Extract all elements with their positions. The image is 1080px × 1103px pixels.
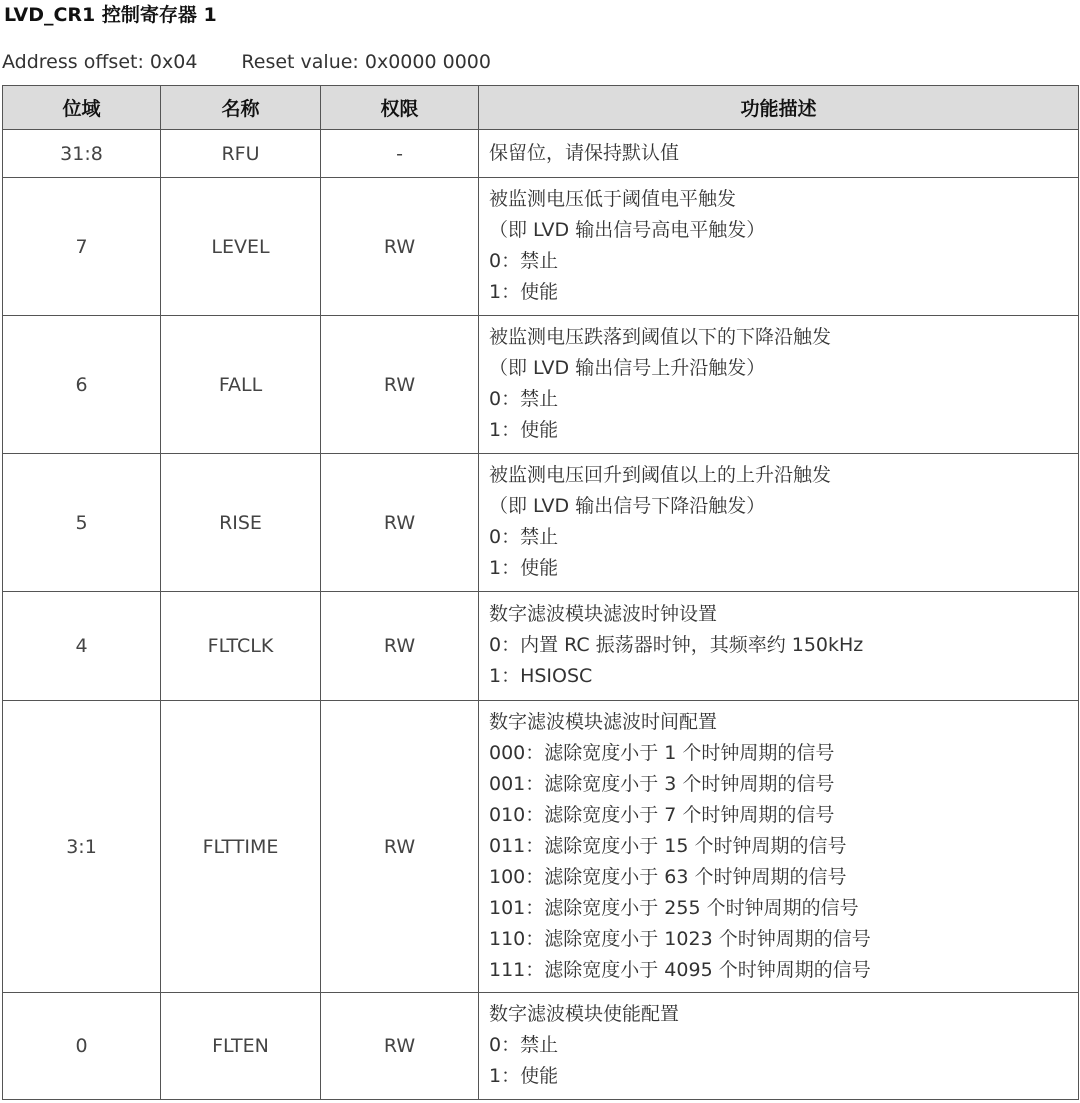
table-row <box>3 130 1079 178</box>
table-row <box>3 701 1079 993</box>
cell-name: LEVEL <box>161 178 321 316</box>
description-line: 111：滤除宽度小于 4095 个时钟周期的信号 <box>489 958 871 981</box>
table-row <box>3 316 1079 454</box>
cell-bits: 3:1 <box>3 701 161 993</box>
cell-name: FLTCLK <box>161 592 321 701</box>
description-line: 保留位，请保持默认值 <box>489 141 680 164</box>
reset-value: Reset value: 0x0000 0000 <box>241 51 491 73</box>
description-line: 110：滤除宽度小于 1023 个时钟周期的信号 <box>489 927 871 950</box>
description-line: （即 LVD 输出信号下降沿触发） <box>489 495 766 517</box>
table-row <box>3 454 1079 592</box>
description-line: 数字滤波模块滤波时间配置 <box>489 710 718 733</box>
cell-access: RW <box>321 454 479 592</box>
cell-access: RW <box>321 178 479 316</box>
description-line: 被监测电压低于阈值电平触发 <box>489 188 737 210</box>
table-row <box>3 993 1079 1100</box>
register-bit-table <box>2 85 1079 1100</box>
description-line: 0：禁止 <box>489 250 559 272</box>
header-description: 功能描述 <box>479 86 1079 130</box>
cell-bits: 5 <box>3 454 161 592</box>
description-line: 011：滤除宽度小于 15 个时钟周期的信号 <box>489 834 847 857</box>
cell-access: RW <box>321 592 479 701</box>
cell-bits: 6 <box>3 316 161 454</box>
description-line: 0：内置 RC 振荡器时钟，其频率约 150kHz <box>489 634 864 656</box>
cell-description <box>479 701 1079 993</box>
description-line: 1：使能 <box>489 1065 559 1087</box>
description-line: 1：使能 <box>489 419 559 441</box>
description-line: （即 LVD 输出信号上升沿触发） <box>489 357 766 379</box>
description-line: 0：禁止 <box>489 388 559 410</box>
description-line: 被监测电压回升到阈值以上的上升沿触发 <box>489 464 832 486</box>
description-line: 1：HSIOSC <box>489 665 593 687</box>
header-access: 权限 <box>321 86 479 130</box>
cell-bits: 4 <box>3 592 161 701</box>
description-line: 0：禁止 <box>489 1034 559 1056</box>
cell-name: FLTTIME <box>161 701 321 993</box>
description-line: 被监测电压跌落到阈值以下的下降沿触发 <box>489 326 832 348</box>
description-line: 数字滤波模块滤波时钟设置 <box>489 603 718 625</box>
description-line: 0：禁止 <box>489 526 559 548</box>
cell-bits: 0 <box>3 993 161 1100</box>
cell-name: FLTEN <box>161 993 321 1100</box>
cell-access: RW <box>321 316 479 454</box>
cell-description <box>479 993 1079 1100</box>
register-title: LVD_CR1 控制寄存器 1 <box>4 4 217 26</box>
header-bits: 位域 <box>3 86 161 130</box>
cell-access: - <box>321 130 479 178</box>
address-offset: Address offset: 0x04 <box>2 51 198 73</box>
description-line: 100：滤除宽度小于 63 个时钟周期的信号 <box>489 865 847 888</box>
cell-bits: 7 <box>3 178 161 316</box>
cell-name: RFU <box>161 130 321 178</box>
cell-description <box>479 178 1079 316</box>
description-line: 010：滤除宽度小于 7 个时钟周期的信号 <box>489 803 835 826</box>
cell-access: RW <box>321 993 479 1100</box>
description-line: 数字滤波模块使能配置 <box>489 1003 680 1025</box>
header-name: 名称 <box>161 86 321 130</box>
description-line: 000：滤除宽度小于 1 个时钟周期的信号 <box>489 741 835 764</box>
description-line: 1：使能 <box>489 557 559 579</box>
description-line: （即 LVD 输出信号高电平触发） <box>489 219 766 241</box>
cell-description <box>479 130 1079 178</box>
cell-description <box>479 454 1079 592</box>
cell-access: RW <box>321 701 479 993</box>
table-header-row <box>3 86 1079 130</box>
table-row <box>3 592 1079 701</box>
description-line: 1：使能 <box>489 281 559 303</box>
register-meta <box>2 49 491 75</box>
cell-description <box>479 592 1079 701</box>
cell-bits: 31:8 <box>3 130 161 178</box>
description-line: 001：滤除宽度小于 3 个时钟周期的信号 <box>489 772 835 795</box>
table-row <box>3 178 1079 316</box>
cell-name: RISE <box>161 454 321 592</box>
cell-name: FALL <box>161 316 321 454</box>
description-line: 101：滤除宽度小于 255 个时钟周期的信号 <box>489 896 859 919</box>
cell-description <box>479 316 1079 454</box>
